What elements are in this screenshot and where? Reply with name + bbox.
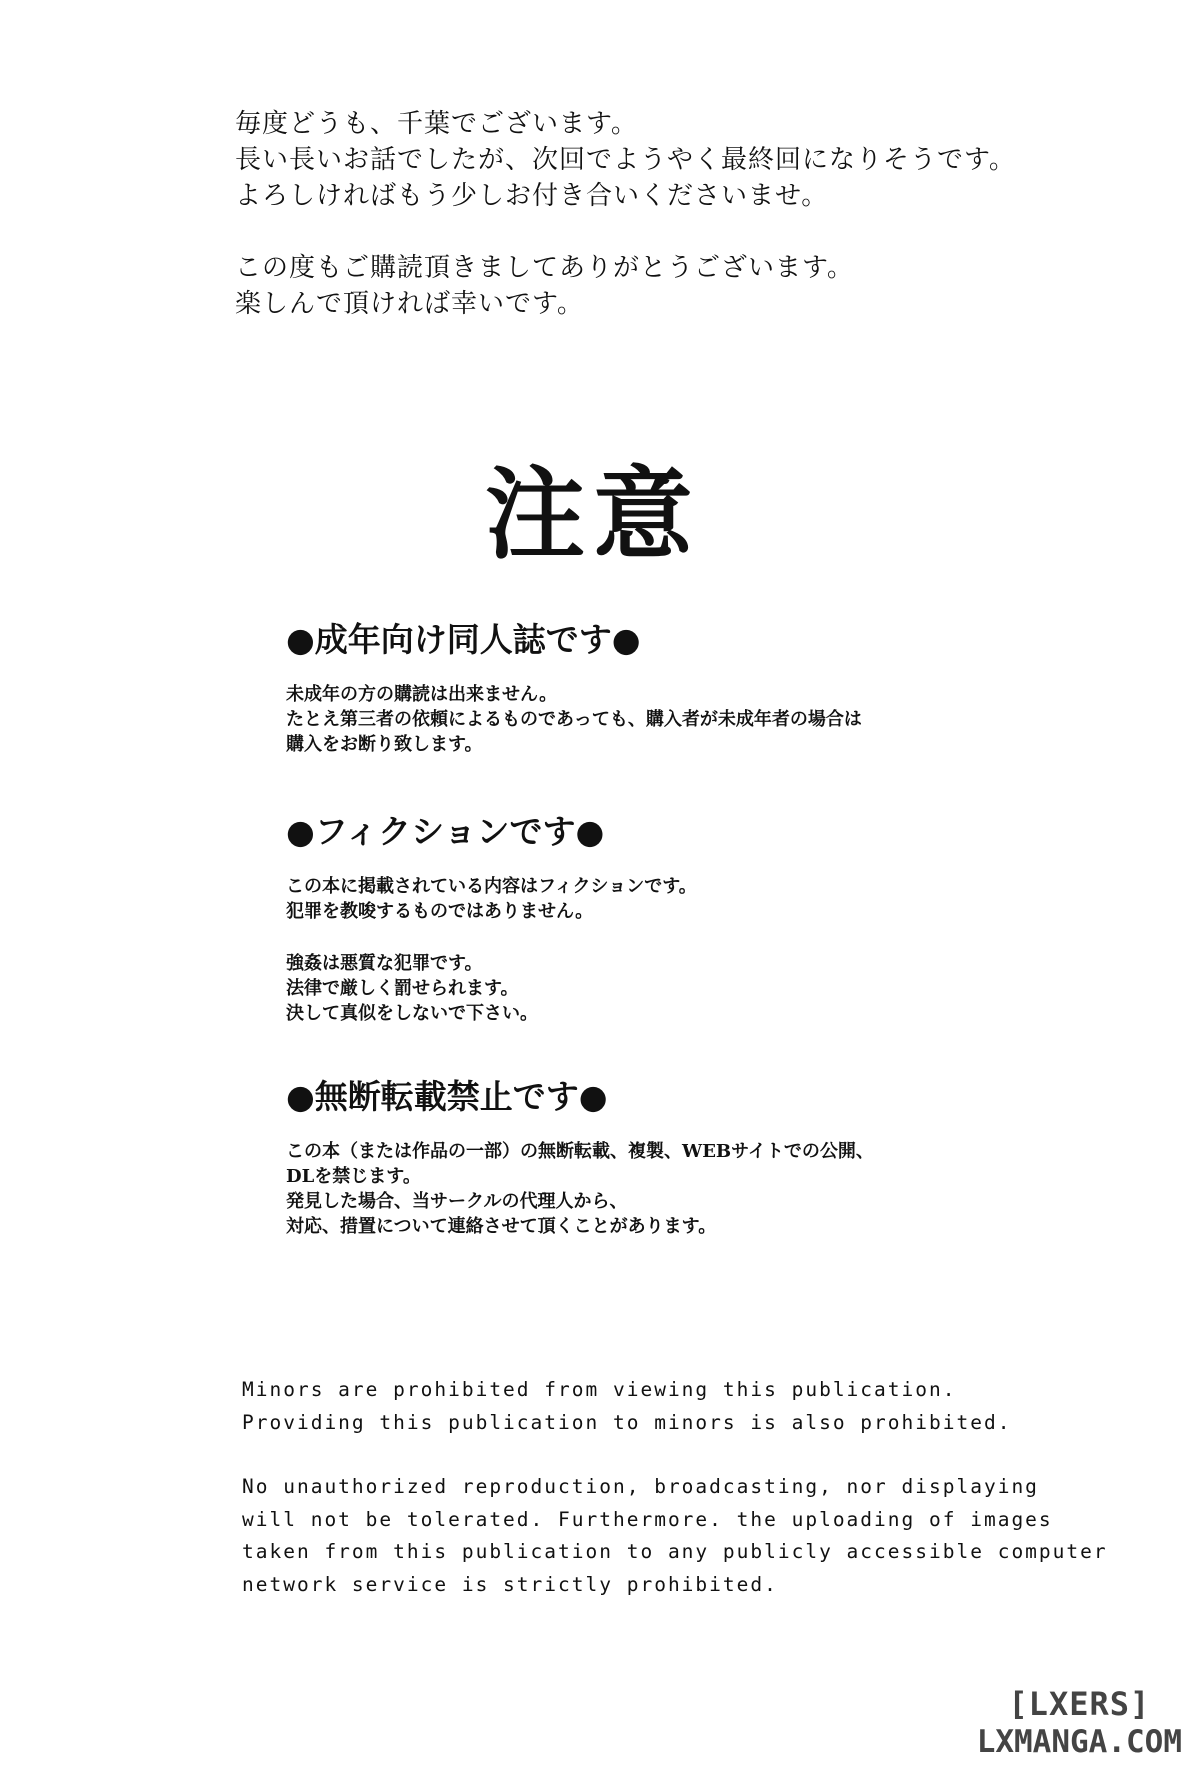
notice-line: 犯罪を教唆するものではありません。 <box>286 901 594 922</box>
notice-line: DLを禁じます。 <box>286 1166 421 1187</box>
english-line: will not be tolerated. Furthermore. the uploading of images <box>242 1507 1053 1531</box>
english-line: Providing this publication to minors is also prohibited. <box>242 1410 1012 1434</box>
english-notice <box>242 1374 1108 1601</box>
notice-line: たとえ第三者の依頼によるものであっても、購入者が未成年者の場合は <box>286 709 862 730</box>
english-line: network service is strictly prohibited. <box>242 1572 778 1596</box>
notice-heading: ●成年向け同人誌です● <box>286 620 641 659</box>
afterword-line: 毎度どうも、千葉でございます。 <box>235 109 638 139</box>
notice-adult <box>286 618 862 757</box>
notice-line: この本（または作品の一部）の無断転載、複製、WEBサイトでの公開、 <box>286 1141 874 1162</box>
notice-line: 法律で厳しく罰せられます。 <box>286 978 519 999</box>
notice-heading: ●無断転載禁止です● <box>286 1077 608 1116</box>
notice-line: 購入をお断り致します。 <box>286 734 483 755</box>
notice-body <box>286 1139 874 1239</box>
notice-body <box>286 874 697 1026</box>
notice-body <box>286 682 862 757</box>
watermark <box>977 1685 1182 1761</box>
notice-no-reproduction <box>286 1075 874 1239</box>
notice-fiction <box>286 810 697 1026</box>
afterword-line: 楽しんで頂ければ幸いです。 <box>235 289 584 319</box>
watermark-site: LXMANGA.COM <box>976 1724 1182 1760</box>
notice-line: 対応、措置について連絡させて頂くことがあります。 <box>286 1216 717 1237</box>
caution-title: 注意 <box>485 456 701 573</box>
notice-line: 強姦は悪質な犯罪です。 <box>286 953 483 974</box>
notice-line: この本に掲載されている内容はフィクションです。 <box>286 876 697 897</box>
notice-line: 未成年の方の購読は出来ません。 <box>286 684 558 705</box>
english-line: taken from this publication to any publicly accessible computer <box>242 1540 1108 1563</box>
afterword-line: この度もご購読頂きましてありがとうございます。 <box>235 253 854 283</box>
afterword-line: 長い長いお話でしたが、次回でようやく最終回になりそうです。 <box>235 145 1016 175</box>
afterword-line: よろしければもう少しお付き合いくださいませ。 <box>235 181 829 211</box>
afterword <box>235 106 1016 322</box>
english-line: Minors are prohibited from viewing this publication. <box>242 1378 957 1401</box>
watermark-brand: [LXERS] <box>1008 1685 1151 1723</box>
notice-heading: ●フィクションです● <box>286 812 605 851</box>
notice-line: 決して真似をしないで下さい。 <box>286 1003 538 1024</box>
notice-line: 発見した場合、当サークルの代理人から、 <box>286 1191 628 1212</box>
english-line: No unauthorized reproduction, broadcasting, nor displaying <box>242 1475 1039 1498</box>
